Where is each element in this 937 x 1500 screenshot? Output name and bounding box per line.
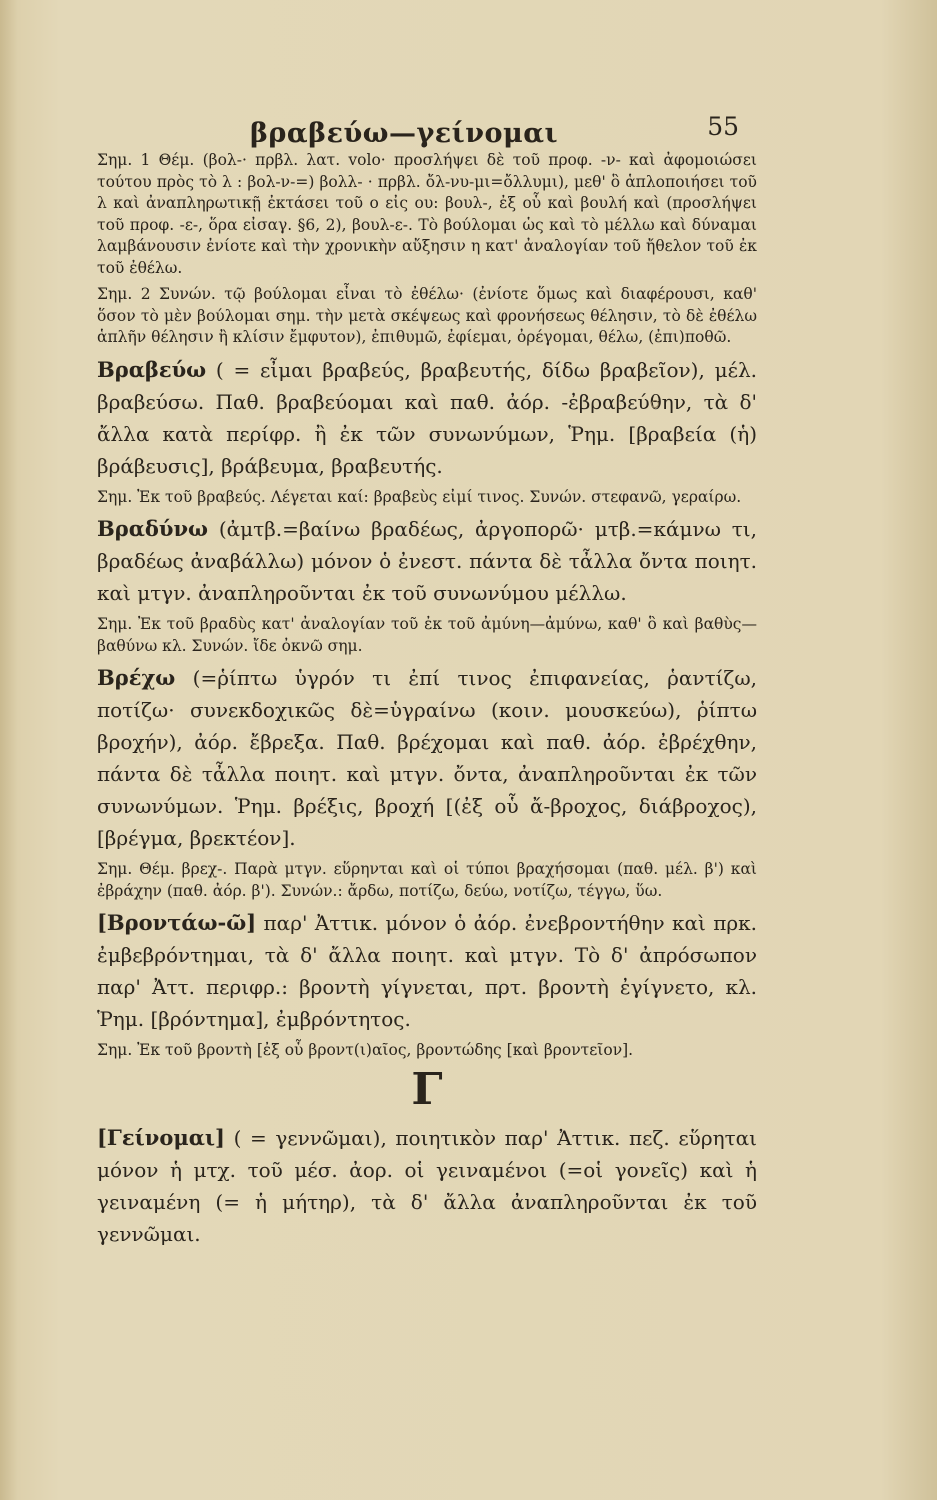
dictionary-entry — [97, 1122, 757, 1250]
note-paragraph: Σημ. Ἐκ τοῦ βροντὴ [ἐξ οὗ βροντ(ι)αῖος, βροντώδης [καὶ βροντεῖον]. — [97, 1041, 634, 1059]
dictionary-entry — [97, 513, 757, 609]
note-paragraph: Σημ. Ἐκ τοῦ βραβεύς. Λέγεται καί: βραβεὺς εἰμί τινος. Συνών. στεφανῶ, γεραίρω. — [97, 487, 742, 506]
entry-text: (=ῥίπτω ὑγρόν τι ἐπί τινος ἐπιφανείας, ῥαντίζω, ποτίζω· συνεκδοχικῶς δὲ=ὑγραίνω (κοιν. μουσκεύω), ῥίπτω βροχήν), ἀόρ. ἔβρεξα. Παθ. βρέχομαι καὶ παθ. ἀόρ. ἐβρέχθην, πάντα δὲ τἆλλα ποιητ. καὶ μτγν. ὄντα, ἀναπληροῦνται ἐκ τῶν συνωνύμων. Ῥημ. βρέξις, βροχή [(ἐξ οὗ ἄ-βροχος, διάβροχος), [βρέγμα, βρεκτέον]. — [97, 666, 757, 850]
note-paragraph: Σημ. 2 Συνών. τῷ βούλομαι εἶναι τὸ ἐθέλω· (ἐνίοτε ὅμως καὶ διαφέρουσι, καθ' ὅσον τὸ μὲν βούλομαι σημ. τὴν μετὰ σκέψεως καὶ φρονήσεως θέλησιν, τὸ δὲ ἐθέλω ἁπλῆν θέλησιν ἢ κλίσιν ἔμφυτον), ἐπιθυμῶ, ἐφίεμαι, ὀρέγομαι, θέλω, (ἐπι)ποθῶ. — [97, 285, 757, 346]
entry-headword: [Βροντάω-ῶ] — [97, 910, 257, 935]
entry-headword: Βραβεύω — [97, 356, 207, 382]
note-paragraph: Σημ. 1 Θέμ. (βολ-· πρβλ. λατ. volo· προσλήψει δὲ τοῦ προφ. -ν- καὶ ἀφομοιώσει τούτου πρὸς τὸ λ : βολ-ν-=) βολλ- · πρβλ. ὄλ-νυ-μι=ὄλλυμι), μεθ' ὃ ἁπλοποιήσει τοῦ λ καὶ ἀναπληρωτικῇ ἐκτάσει τοῦ ο εἰς ου: βουλ-, ἐξ οὗ καὶ βουλή καὶ (προσλήψει τοῦ προφ. -ε-, ὅρα εἰσαγ. §6, 2), βουλ-ε-. Τὸ βούλομαι ὡς καὶ τὸ μέλλω καὶ δύναμαι λαμβάνουσιν ἐνίοτε καὶ τὴν χρονικὴν αὔξησιν η κατ' ἀναλογίαν τοῦ ἤθελον τοῦ ἐκ τοῦ ἐθέλω. — [97, 151, 757, 277]
section-letter: Γ — [411, 1063, 443, 1115]
entry-headword: Βραδύνω — [97, 516, 209, 541]
dictionary-entry — [97, 907, 757, 1035]
entry-text: ( = εἶμαι βραβεύς, βραβευτής, δίδω βραβεῖον), μέλ. βραβεύσω. Παθ. βραβεύομαι καὶ παθ. ἀόρ. -ἐβραβεύθην, τὰ δ' ἄλλα κατὰ περίφρ. ἢ ἐκ τῶν συνωνύμων, Ῥημ. [βραβεία (ἡ) βράβευσις], βράβευμα, βραβευτής. — [97, 357, 757, 478]
page-body — [97, 150, 757, 1255]
entry-headword: [Γείνομαι] — [97, 1124, 225, 1150]
dictionary-entry — [97, 354, 757, 482]
note-paragraph: Σημ. Ἐκ τοῦ βραδὺς κατ' ἀναλογίαν τοῦ ἐκ τοῦ ἀμύνη—ἀμύνω, καθ' ὃ καὶ βαθὺς—βαθύνω κλ. Συνών. ἴδε ὀκνῶ σημ. — [97, 615, 757, 655]
entry-headword: Βρέχω — [97, 665, 176, 690]
dictionary-entry — [97, 662, 757, 854]
entry-text: (ἀμτβ.=βαίνω βραδέως, ἀργοπορῶ· μτβ.=κάμνω τι, βραδέως ἀναβάλλω) μόνον ὁ ἐνεστ. πάντα δὲ τἆλλα ὄντα ποιητ. καὶ μτγν. ἀναπληροῦνται ἐκ τοῦ συνωνύμου μέλλω. — [97, 517, 757, 605]
page-number: 55 — [707, 112, 739, 141]
page-header — [0, 108, 937, 148]
entry-text: ( = γεννῶμαι), ποιητικὸν παρ' Ἀττικ. πεζ. εὕρηται μόνον ἡ μτχ. τοῦ μέσ. ἀορ. οἱ γειναμένοι (=οἱ γονεῖς) καὶ ἡ γειναμένη (= ἡ μήτηρ), τὰ δ' ἄλλα ἀναπληροῦνται ἐκ τοῦ γεννῶμαι. — [97, 1125, 757, 1246]
ink-spot — [651, 400, 659, 408]
entry-text: παρ' Ἀττικ. μόνον ὁ ἀόρ. ἐνεβροντήθην καὶ πρκ. ἐμβεβρόντημαι, τὰ δ' ἄλλα ποιητ. καὶ μτγν. Τὸ δ' ἀπρόσωπον παρ' Ἀττ. περιφρ.: βροντὴ γίγνεται, πρτ. βροντὴ ἐγίγνετο, κλ. Ῥημ. [βρόντημα], ἐμβρόντητος. — [97, 911, 757, 1031]
note-paragraph: Σημ. Θέμ. βρεχ-. Παρὰ μτγν. εὕρηνται καὶ οἱ τύποι βραχήσομαι (παθ. μέλ. β') καὶ ἐβράχην (παθ. ἀόρ. β'). Συνών.: ἄρδω, ποτίζω, δεύω, νοτίζω, τέγγω, ὕω. — [97, 860, 757, 900]
running-title: βραβεύω—γείνομαι — [250, 118, 559, 149]
